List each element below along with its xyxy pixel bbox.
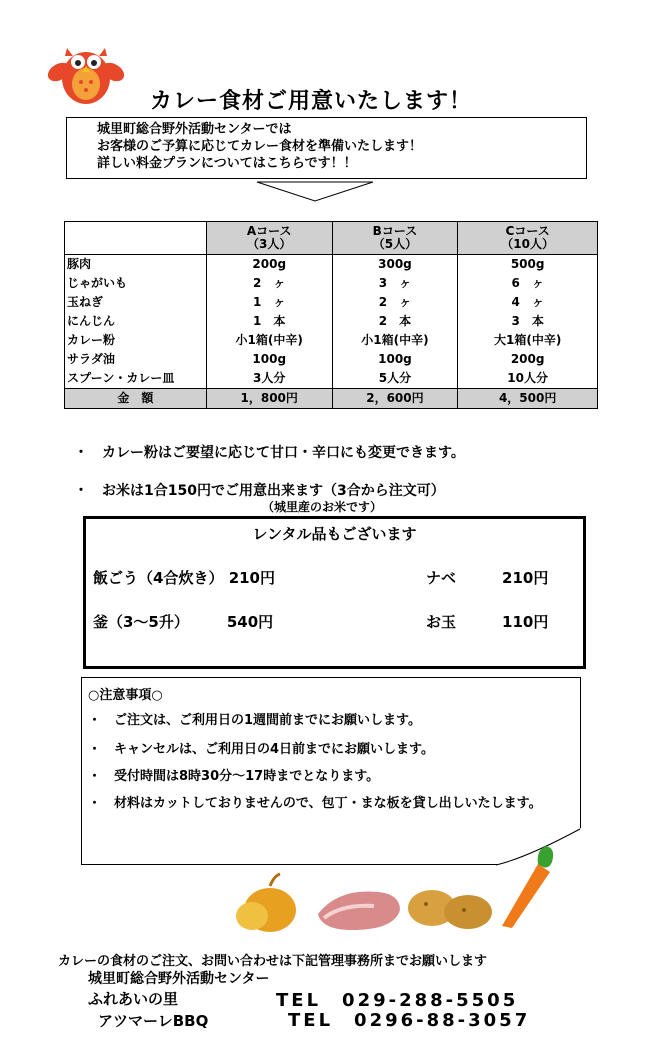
caution-item: ・ ご注文は、ご利用日の1週間前までにお願いします。 (88, 713, 422, 728)
rental-item: 飯ごう（4合炊き） 210円 (93, 569, 275, 587)
cell-b: 5人分 (332, 369, 458, 389)
table-row (65, 312, 598, 331)
course-c-header: Cコース （10人） (458, 222, 598, 255)
cell-c: 6 ヶ (458, 274, 598, 293)
row-item: カレー粉 (65, 331, 207, 350)
table-row (65, 350, 598, 369)
table-row (65, 274, 598, 293)
course-b-header: Bコース （5人） (332, 222, 458, 255)
intro-line: お客様のご予算に応じてカレー食材を準備いたします！ (97, 139, 423, 154)
table-row (65, 293, 598, 312)
contact-name: ふれあいの里 (88, 990, 179, 1008)
caution-heading: ○注意事項○ (88, 688, 163, 703)
row-item: 豚肉 (65, 255, 207, 275)
table-header-row (65, 222, 598, 255)
contact-tel: TEL 029-288-5505 (276, 990, 519, 1011)
rental-item: ナベ 210円 (426, 569, 549, 587)
total-c: 4，500円 (458, 389, 598, 409)
owl-illustration (45, 36, 127, 108)
footer-line: カレーの食材のご注文、お問い合わせは下記管理事務所までお願いします (58, 954, 488, 969)
total-row (65, 389, 598, 409)
cell-c: 500g (458, 255, 598, 275)
cell-c: 3 本 (458, 312, 598, 331)
note-rice: ・ お米は1合150円でご用意出来ます（3合から注文可） (74, 483, 445, 499)
down-arrow-icon (255, 181, 375, 203)
contact-tel: TEL 0296-88-3057 (288, 1010, 531, 1031)
intro-line: 城里町総合野外活動センターでは (97, 122, 292, 137)
table-row (65, 255, 598, 275)
row-item: サラダ油 (65, 350, 207, 369)
intro-box (66, 117, 587, 179)
note-curry-powder: ・ カレー粉はご要望に応じて甘口・辛口にも変更できます。 (74, 445, 465, 461)
row-item: じゃがいも (65, 274, 207, 293)
caution-item: ・ 受付時間は8時30分～17時までとなります。 (88, 769, 380, 784)
total-b: 2，600円 (332, 389, 458, 409)
rental-item: 釜（3～5升） 540円 (93, 613, 274, 631)
caution-item: ・ キャンセルは、ご利用日の4日前までにお願いします。 (88, 742, 435, 757)
table-row (65, 331, 598, 350)
rental-item: お玉 110円 (426, 613, 549, 631)
header-blank (65, 222, 207, 255)
cell-b: 3 ヶ (332, 274, 458, 293)
onion-illustration (232, 872, 300, 936)
pork-illustration (310, 884, 405, 934)
cell-a: 200g (206, 255, 332, 275)
carrot-illustration (494, 842, 564, 930)
cell-b: 2 ヶ (332, 293, 458, 312)
intro-line: 詳しい料金プランについてはこちらです！！ (97, 156, 357, 171)
cell-c: 200g (458, 350, 598, 369)
cell-b: 小1箱(中辛) (332, 331, 458, 350)
contact-name: アツマーレBBQ (98, 1012, 209, 1030)
cell-a: 100g (206, 350, 332, 369)
cell-a: 1 本 (206, 312, 332, 331)
cell-c: 大1箱(中辛) (458, 331, 598, 350)
table-row (65, 369, 598, 389)
rental-title: レンタル品もございます (252, 525, 417, 543)
price-table (64, 221, 598, 409)
cell-b: 300g (332, 255, 458, 275)
row-item: にんじん (65, 312, 207, 331)
cell-c: 4 ヶ (458, 293, 598, 312)
cell-a: 1 ヶ (206, 293, 332, 312)
rental-box (83, 516, 586, 669)
total-a: 1，800円 (206, 389, 332, 409)
cell-a: 3人分 (206, 369, 332, 389)
page-title: カレー食材ご用意いたします！ (150, 89, 473, 114)
cell-c: 10人分 (458, 369, 598, 389)
footer-center-name: 城里町総合野外活動センター (88, 971, 270, 987)
cell-b: 2 本 (332, 312, 458, 331)
row-item: 玉ねぎ (65, 293, 207, 312)
total-label: 金 額 (65, 389, 207, 409)
cell-b: 100g (332, 350, 458, 369)
caution-item: ・ 材料はカットしておりませんので、包丁・まな板を貸し出しいたします。 (88, 796, 542, 811)
cell-a: 2 ヶ (206, 274, 332, 293)
course-a-header: Aコース （3人） (206, 222, 332, 255)
row-item: スプーン・カレー皿 (65, 369, 207, 389)
cell-a: 小1箱(中辛) (206, 331, 332, 350)
rice-origin: （城里産のお米です） (262, 500, 383, 514)
potato-illustration (404, 884, 496, 932)
